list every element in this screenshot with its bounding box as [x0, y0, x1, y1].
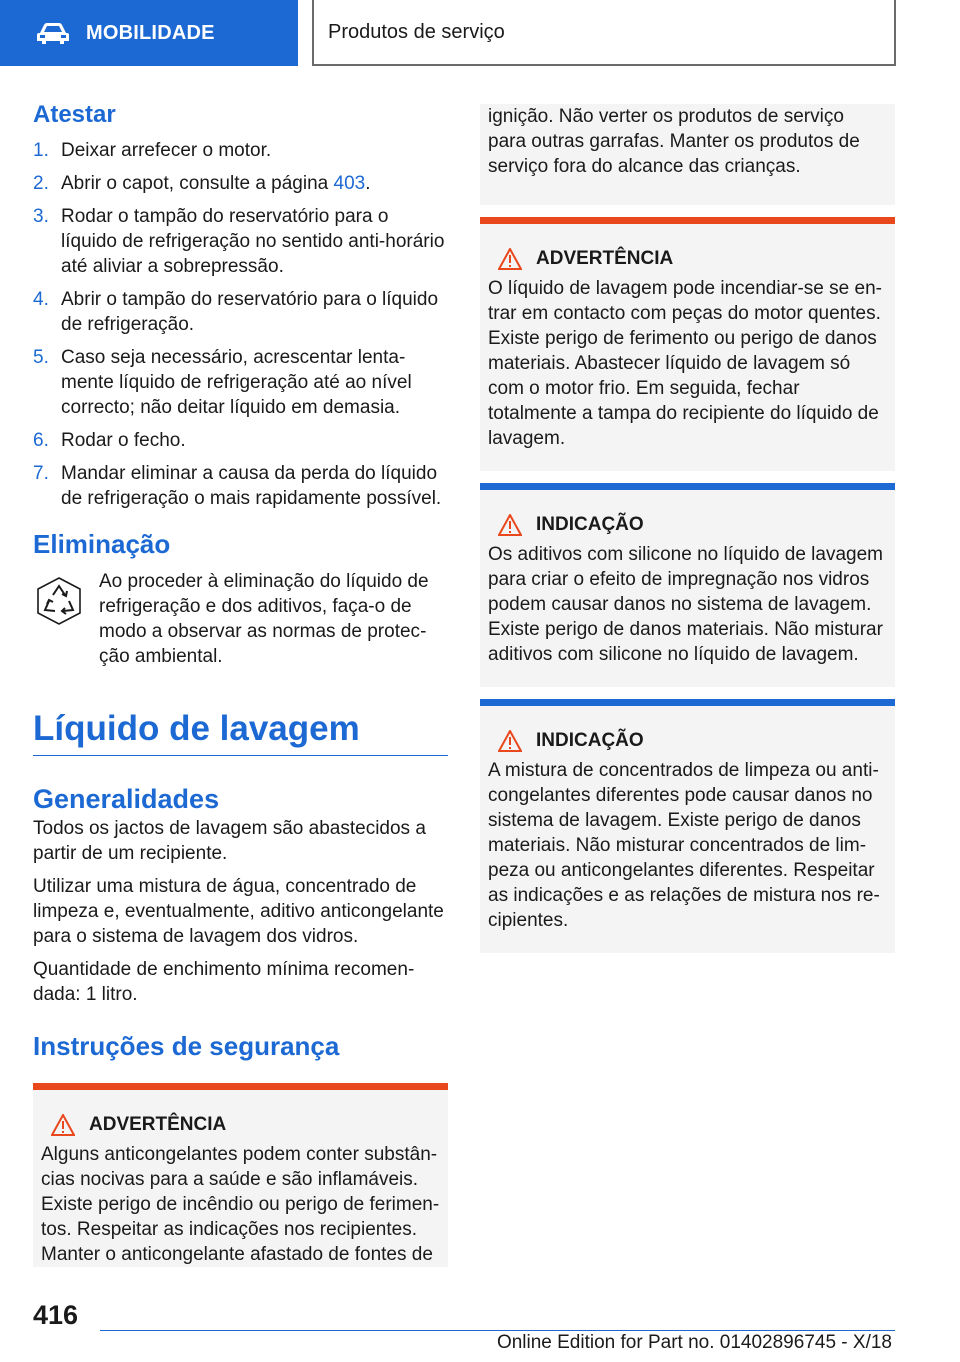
paragraph: Utilizar uma mistura de água, concentrado de limpeza e, eventualmente, aditivo anticongelante para o sistema de lavagem dos vidros. — [33, 876, 444, 947]
note-title — [498, 730, 887, 752]
list-item — [33, 138, 448, 163]
section-tab-mobilidade[interactable] — [0, 0, 298, 66]
warning-title — [498, 248, 887, 270]
steps-list — [33, 138, 448, 511]
step-number: 4. — [33, 289, 49, 310]
list-item — [33, 345, 448, 420]
step-text-part: Abrir o capot, consulte a página — [61, 173, 334, 194]
warning-triangle-icon — [498, 248, 522, 270]
generalidades-heading: Generalidades — [33, 784, 220, 814]
list-item — [33, 428, 448, 453]
chapter-tab — [312, 0, 896, 66]
left-column — [33, 100, 448, 1267]
eliminacao-text: Ao proceder à eliminação do líquido de refrigeração e dos aditivos, faça-o de modo a observar as normas de protecção ambiental. — [99, 571, 429, 667]
list-item — [33, 461, 448, 511]
paragraph: Todos os jactos de lavagem são abastecidos a partir de um recipiente. — [33, 818, 426, 864]
warning-triangle-icon — [498, 514, 522, 536]
paragraph: Quantidade de enchimento mínima recomendada: 1 litro. — [33, 959, 415, 1005]
list-item — [33, 204, 448, 279]
note-box — [480, 699, 895, 953]
note-text: Os aditivos com silicone no líquido de lavagem para criar o efeito de impregnação nos vidros podem causar danos no sistema de lavagem. Existe perigo de danos materiais. Não misturar aditivos com silicone no líquido de lavagem. — [488, 544, 883, 665]
step-number: 1. — [33, 140, 49, 161]
warning-title-text: ADVERTÊNCIA — [536, 248, 674, 269]
warning-title-text: ADVERTÊNCIA — [89, 1114, 227, 1135]
warning-text: O líquido de lavagem pode incendiar-se se entrar em contacto com peças do motor quentes. Existe perigo de ferimento ou perigo de danos materiais. Abastecer líquido de lavagem só com o motor frio. Em seguida, fechar totalmente a tampa do recipiente do líquido de lavagem. — [488, 278, 882, 449]
page-header — [0, 0, 960, 66]
recycle-icon — [33, 575, 85, 627]
step-number: 3. — [33, 206, 49, 227]
step-text: Deixar arrefecer o motor. — [61, 140, 272, 161]
step-text: Caso seja necessário, acrescentar lentamente líquido de refrigeração até ao nível correcto; não deitar líquido em demasia. — [61, 347, 412, 418]
warning-triangle-icon — [498, 730, 522, 752]
warning-text: Alguns anticongelantes podem conter substâncias nocivas para a saúde e são inflamáveis. Existe perigo de incêndio ou perigo de ferimentos. Respeitar as indicações nos recipientes. Manter o anticongelante afastado de fontes de — [41, 1144, 440, 1265]
instrucoes-heading: Instruções de segurança — [33, 1031, 340, 1061]
step-text: Mandar eliminar a causa da perda do líquido de refrigeração o mais rapidamente possível. — [61, 463, 442, 509]
note-text: A mistura de concentrados de limpeza ou anticongelantes diferentes pode causar danos no sistema de lavagem. Existe perigo de danos materiais. Não misturar concentrados de limpeza ou anticongelantes diferentes. Respeitar as indicações e as relações de mistura nos recipientes. — [488, 760, 880, 931]
edition-text: Online Edition for Part no. 01402896745 - X/18 — [496, 1332, 892, 1353]
note-title-text: INDICAÇÃO — [536, 730, 644, 751]
eco-notice — [33, 569, 448, 669]
note-title-text: INDICAÇÃO — [536, 514, 644, 535]
right-column — [480, 104, 895, 953]
note-box — [480, 483, 895, 687]
liquido-heading: Líquido de lavagem — [33, 707, 448, 756]
step-number: 5. — [33, 347, 49, 368]
continued-text: ignição. Não verter os produtos de serviço para outras garrafas. Manter os produtos de serviço fora do alcance das crianças. — [488, 106, 860, 177]
chapter-label: Produtos de serviço — [328, 20, 505, 43]
continued-box — [480, 104, 895, 205]
step-text — [61, 171, 448, 196]
step-number: 7. — [33, 463, 49, 484]
page-link[interactable]: 403 — [333, 173, 366, 194]
atestar-heading: Atestar — [33, 101, 116, 128]
step-number: 6. — [33, 430, 49, 451]
footer-divider — [100, 1330, 895, 1331]
page-number: 416 — [33, 1300, 79, 1330]
warning-box — [33, 1083, 448, 1267]
list-item — [33, 171, 448, 196]
warning-box — [480, 217, 895, 471]
section-label: MOBILIDADE — [86, 21, 215, 44]
car-icon — [36, 21, 70, 45]
eliminacao-heading: Eliminação — [33, 529, 171, 559]
warning-title — [51, 1114, 440, 1136]
step-text: Rodar o fecho. — [61, 430, 186, 451]
warning-triangle-icon — [51, 1114, 75, 1136]
step-text: Rodar o tampão do reservatório para o líquido de refrigeração no sentido anti-horário até aliviar a sobrepressão. — [61, 206, 445, 277]
step-text-part: . — [365, 173, 371, 194]
note-title — [498, 514, 887, 536]
list-item — [33, 287, 448, 337]
step-text: Abrir o tampão do reservatório para o líquido de refrigeração. — [61, 289, 439, 335]
step-number: 2. — [33, 173, 49, 194]
